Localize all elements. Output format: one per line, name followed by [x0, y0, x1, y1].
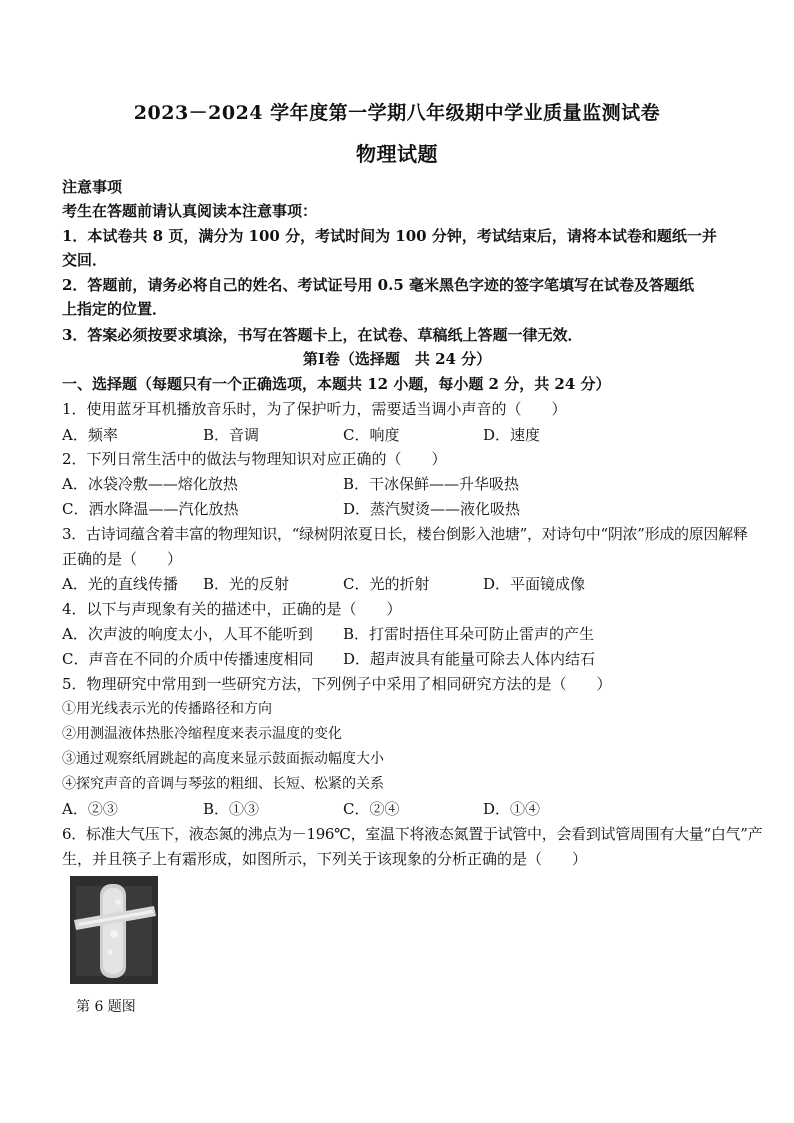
- notice-heading: 注意事项: [62, 178, 123, 196]
- question-1-option-c: C．响度: [343, 426, 400, 444]
- question-4-stem: 4．以下与声现象有关的描述中，正确的是（ ）: [62, 600, 402, 618]
- question-1-stem: 1．使用蓝牙耳机播放音乐时，为了保护听力，需要适当调小声音的（ ）: [62, 400, 567, 418]
- section-instructions: 一、选择题（每题只有一个正确选项，本题共 12 小题，每小题 2 分，共 24 分）: [62, 375, 611, 393]
- section-header: 第Ⅰ卷（选择题 共 24 分）: [302, 350, 492, 368]
- notice-item-1: 1．本试卷共 8 页，满分为 100 分，考试时间为 100 分钟，考试结束后，请将本试卷和题纸一并: [62, 227, 717, 245]
- question-6-stem: 6．标准大气压下，液态氮的沸点为－196℃，室温下将液态氮置于试管中，会看到试管周围有大量“白气”产: [62, 825, 763, 843]
- question-4-option-c: C．声音在不同的介质中传播速度相同: [62, 650, 314, 668]
- question-3-option-c: C．光的折射: [343, 575, 430, 593]
- question-1-option-d: D．速度: [483, 426, 541, 444]
- question-1-option-b: B．音调: [203, 426, 260, 444]
- question-3-option-d: D．平面镜成像: [483, 575, 586, 593]
- question-2-option-d: D．蒸汽熨烫——液化吸热: [343, 500, 521, 518]
- notice-item-2-cont: 上指定的位置．: [62, 300, 168, 318]
- question-6-stem-cont: 生，并且筷子上有霜形成，如图所示，下列关于该现象的分析正确的是（ ）: [62, 850, 588, 868]
- notice-item-3: 3．答案必须按要求填涂，书写在答题卡上，在试卷、草稿纸上答题一律无效．: [62, 326, 583, 344]
- notice-item-2: 2．答题前，请务必将自己的姓名、考试证号用 0.5 毫米黑色字迹的签字笔填写在试卷及答题纸: [62, 276, 694, 294]
- question-5-option-a: A．②③: [62, 800, 118, 818]
- question-5-option-b: B．①③: [203, 800, 260, 818]
- question-5-option-c: C．②④: [343, 800, 400, 818]
- exam-title: 2023－2024 学年度第一学期八年级期中学业质量监测试卷: [133, 102, 661, 124]
- question-2-option-c: C．洒水降温——汽化放热: [62, 500, 239, 518]
- question-3-stem-cont: 正确的是（ ）: [62, 550, 183, 568]
- question-4-option-a: A．次声波的响度太小，人耳不能听到: [62, 625, 313, 643]
- question-2-option-a: A．冰袋冷敷——熔化放热: [62, 475, 238, 493]
- exam-subtitle: 物理试题: [356, 142, 438, 166]
- test-tube-frost-photo: [70, 876, 158, 984]
- question-2-option-b: B．干冰保鲜——升华吸热: [343, 475, 520, 493]
- question-3-option-a: A．光的直线传播: [62, 575, 178, 593]
- question-3-stem: 3．古诗词蕴含着丰富的物理知识，“绿树阴浓夏日长，楼台倒影入池塘”，对诗句中“阴浓”形成的原因解释: [62, 525, 748, 543]
- question-3-option-b: B．光的反射: [203, 575, 290, 593]
- question-5-stem: 5．物理研究中常用到一些研究方法，下列例子中采用了相同研究方法的是（ ）: [62, 675, 612, 693]
- question-1-option-a: A．频率: [62, 426, 118, 444]
- notice-intro: 考生在答题前请认真阅读本注意事项：: [62, 202, 318, 220]
- question-5-item-2: ②用测温液体热胀冷缩程度来表示温度的变化: [62, 726, 342, 742]
- figure-6-caption: 第 6 题图: [76, 999, 136, 1015]
- frost-photo-drawing: [70, 876, 158, 984]
- question-5-option-d: D．①④: [483, 800, 541, 818]
- question-4-option-b: B．打雷时捂住耳朵可防止雷声的产生: [343, 625, 595, 643]
- question-5-item-1: ①用光线表示光的传播路径和方向: [62, 701, 272, 717]
- question-5-item-3: ③通过观察纸屑跳起的高度来显示鼓面振动幅度大小: [62, 751, 384, 767]
- notice-item-1-cont: 交回．: [62, 251, 108, 269]
- question-2-stem: 2．下列日常生活中的做法与物理知识对应正确的（ ）: [62, 450, 447, 468]
- question-5-item-4: ④探究声音的音调与琴弦的粗细、长短、松紧的关系: [62, 776, 384, 792]
- question-4-option-d: D．超声波具有能量可除去人体内结石: [343, 650, 596, 668]
